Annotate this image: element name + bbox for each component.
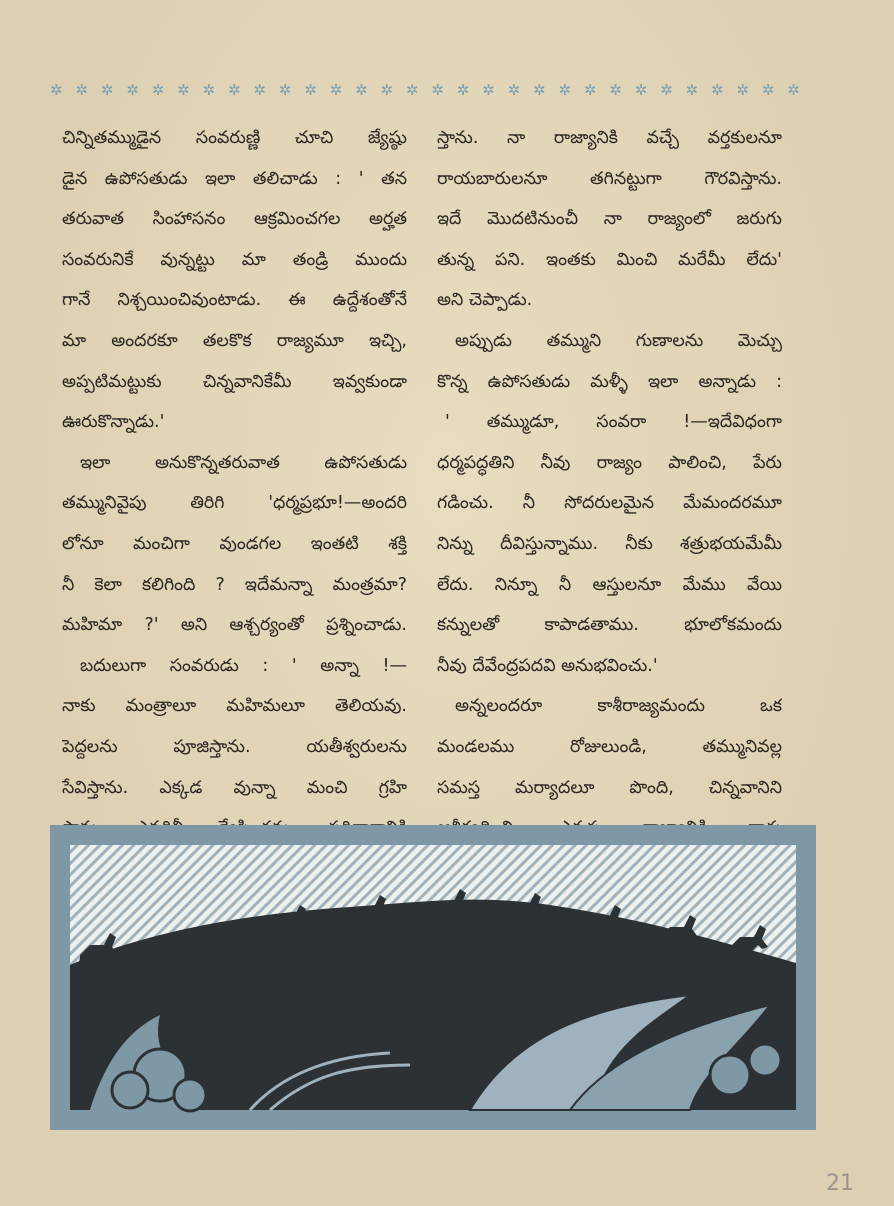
text-line: మండలము రోజులుండి, తమ్మునివల్ల: [437, 736, 782, 757]
text-line: లేదు. నిన్నూ నీ ఆస్తులనూ మేము వేయి: [437, 574, 782, 595]
text-line: చిన్నితమ్ముడైన సంవరుణ్ణి చూచి జ్యేష్ఠు: [62, 128, 407, 148]
ornament-star-icon: ✲: [126, 81, 139, 99]
text-line: కొన్న ఉపోసతుడు మళ్ళీ ఇలా అన్నాడు :: [437, 371, 782, 392]
illustration-art: [50, 825, 816, 1130]
text-line: డైన ఉపోసతుడు ఇలా తలిచాడు : ' తన: [62, 168, 407, 189]
text-line: అని చెప్పాడు.: [437, 290, 533, 311]
ornament-star-icon: ✲: [100, 81, 114, 99]
text-line: అన్నలందరూ కాశీరాజ్యమందు ఒక: [455, 696, 782, 717]
text-line: స్తాను. నా రాజ్యానికి వచ్చే వర్తకులనూ: [437, 128, 782, 148]
ornament-star-icon: ✲: [660, 81, 673, 99]
text-line: తమ్మునివైపు తిరిగి 'ధర్మప్రభూ!—అందరి: [62, 493, 407, 514]
ornament-star-icon: ✲: [761, 81, 775, 99]
ornament-star-icon: ✲: [253, 81, 266, 99]
text-line: ఇదే మొదటినుంచీ నా రాజ్యంలో జరుగు: [437, 209, 782, 230]
text-line: పెద్దలను పూజిస్తాను. యతీశ్వరులను: [62, 736, 407, 757]
text-line: ధర్మపద్ధతిని నీవు రాజ్యం పాలించి, పేరు: [437, 452, 782, 473]
ornament-star-icon: ✲: [609, 81, 622, 99]
text-line: సేవిస్తాను. ఎక్కడ వున్నా మంచి గ్రహి: [62, 777, 407, 798]
ornament-star-icon: ✲: [431, 81, 444, 99]
text-line: నీ కెలా కలిగింది ? ఇదేమన్నా మంత్రమా?: [62, 574, 407, 595]
ornament-star-icon: ✲: [710, 81, 724, 99]
ornament-star-icon: ✲: [380, 81, 394, 99]
ornament-star-icon: ✲: [482, 81, 495, 99]
ornament-star-icon: ✲: [533, 81, 546, 99]
ornament-star-icon: ✲: [202, 81, 216, 99]
ornament-star-icon: ✲: [456, 81, 470, 99]
text-line: గడించు. నీ సోదరులమైన మేమందరమూ: [437, 493, 782, 514]
text-line: మా అందరకూ తలకొక రాజ్యమూ ఇచ్చి,: [62, 330, 407, 351]
ornament-star-icon: ✲: [787, 81, 800, 99]
text-line: నిన్ను దీవిస్తున్నాము. నీకు శత్రుభయమేమీ: [437, 533, 782, 554]
decorative-border-row: [50, 80, 800, 100]
ornament-star-icon: ✲: [75, 81, 88, 99]
page-number: 21: [826, 1171, 854, 1196]
ornament-star-icon: ✲: [507, 81, 521, 99]
text-line: కన్నులతో కాపాడతాము. భూలోకమందు: [437, 615, 782, 636]
text-line: నాకు మంత్రాలూ మహిమలూ తెలియవు.: [62, 696, 407, 717]
text-line: లోనూ మంచిగా వుండగల ఇంతటి శక్తి: [62, 533, 407, 554]
text-line: తున్న పని. ఇంతకు మించి మరేమీ లేదు': [437, 249, 782, 270]
right-text-column: [437, 118, 782, 889]
ornament-star-icon: ✲: [151, 81, 165, 99]
ornament-star-icon: ✲: [50, 81, 63, 99]
ornament-star-icon: ✲: [583, 81, 597, 99]
ornament-star-icon: ✲: [736, 81, 749, 99]
text-line: అప్పటిమట్టుకు చిన్నవానికేమీ ఇవ్వకుండా: [62, 371, 407, 392]
ornament-star-icon: ✲: [355, 81, 368, 99]
text-line: సంవరునికే వున్నట్టు మా తండ్రి ముందు: [62, 249, 407, 270]
text-line: ఇలా అనుకొన్నతరువాత ఉపోసతుడు: [80, 452, 407, 473]
ornament-star-icon: ✲: [177, 81, 190, 99]
text-line: మహిమా ?' అని ఆశ్చర్యంతో ప్రశ్నించాడు.: [62, 615, 407, 636]
text-line: ' తమ్ముడూ, సంవరా !—ఇదేవిధంగా: [445, 412, 782, 433]
ornament-star-icon: ✲: [329, 81, 343, 99]
text-line: రాయబారులనూ తగినట్టుగా గౌరవిస్తాను.: [437, 168, 782, 189]
ornament-star-icon: ✲: [405, 81, 419, 99]
text-line: తరువాత సింహాసనం ఆక్రమించగల అర్హత: [62, 209, 407, 230]
horsemen-illustration: [50, 825, 816, 1130]
ornament-star-icon: ✲: [634, 81, 648, 99]
left-text-column: [62, 118, 407, 889]
text-line: ఊరుకొన్నాడు.': [62, 412, 165, 433]
text-line: బదులుగా సంవరుడు : ' అన్నా !—: [80, 655, 407, 676]
text-line: సమస్త మర్యాదలూ పొంది, చిన్నవానిని: [437, 777, 782, 798]
text-line: నీవు దేవేంద్రపదవి అనుభవించు.': [437, 655, 658, 676]
text-line: గానే నిశ్చయించివుంటాడు. ఈ ఉద్దేశంతోనే: [62, 290, 407, 311]
ornament-star-icon: ✲: [278, 81, 292, 99]
ornament-star-icon: ✲: [227, 81, 241, 99]
ornament-star-icon: ✲: [685, 81, 699, 99]
text-line: అప్పుడు తమ్ముని గుణాలను మెచ్చు: [455, 330, 782, 351]
ornament-star-icon: ✲: [304, 81, 317, 99]
ornament-star-icon: ✲: [558, 81, 572, 99]
